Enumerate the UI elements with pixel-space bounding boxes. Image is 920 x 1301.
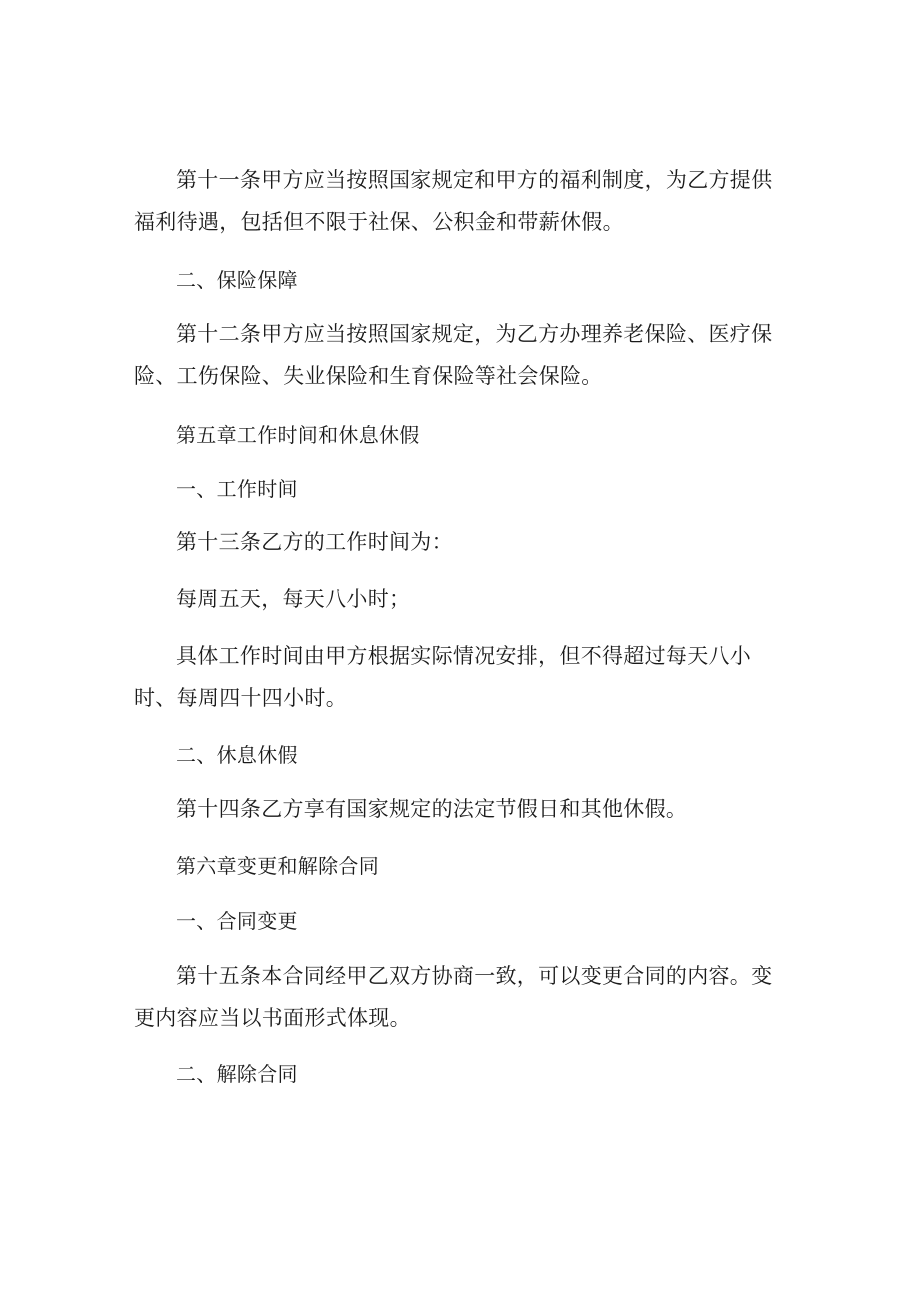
section-heading-contract-termination: 二、解除合同 [176,1062,298,1086]
section-heading-insurance: 二、保险保障 [176,268,298,292]
work-hours-limit-paragraph: 具体工作时间由甲方根据实际情况安排，但不得超过每天八小时、每周四十四小时。 [134,644,752,710]
article-15-paragraph: 第十五条本合同经甲乙双方协商一致，可以变更合同的内容。变更内容应当以书面形式体现。 [134,964,773,1030]
chapter-6-heading: 第六章变更和解除合同 [176,854,379,878]
section-heading-work-time: 一、工作时间 [176,477,298,501]
chapter-5-heading: 第五章工作时间和休息休假 [176,423,420,447]
article-11-paragraph: 第十一条甲方应当按照国家规定和甲方的福利制度，为乙方提供福利待遇，包括但不限于社保、公积金和带薪休假。 [134,168,773,234]
section-heading-contract-change: 一、合同变更 [176,909,298,933]
section-heading-rest: 二、休息休假 [176,743,298,767]
article-14-paragraph: 第十四条乙方享有国家规定的法定节假日和其他休假。 [176,797,688,821]
article-13-paragraph: 第十三条乙方的工作时间为： [176,530,453,554]
work-schedule-line: 每周五天，每天八小时； [176,587,411,611]
article-12-paragraph: 第十二条甲方应当按照国家规定，为乙方办理养老保险、医疗保险、工伤保险、失业保险和生育保险等社会保险。 [134,322,773,388]
